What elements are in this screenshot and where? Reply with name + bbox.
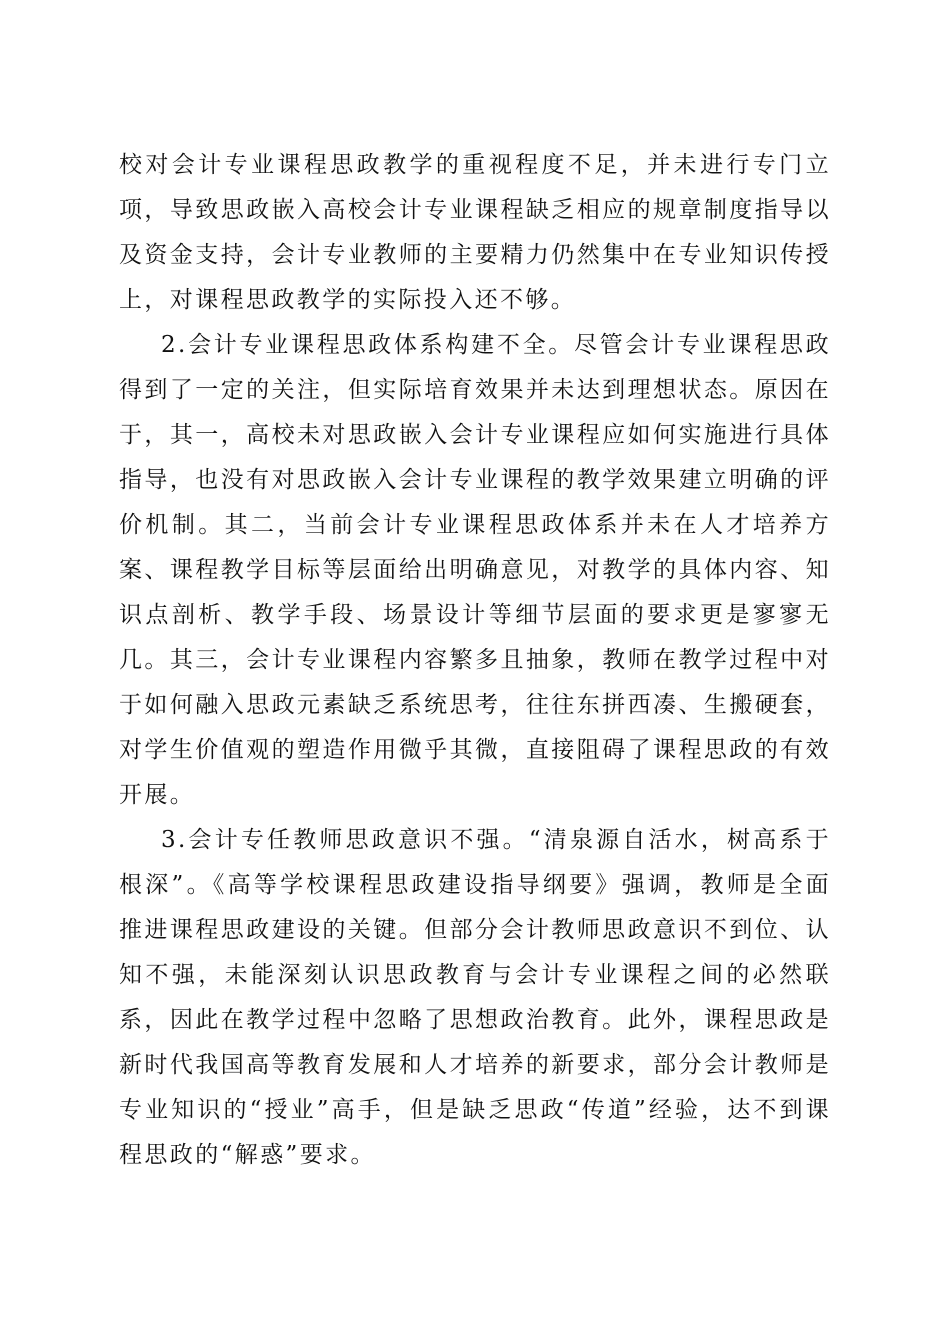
paragraph-intro-continuation: 校对会计专业课程思政教学的重视程度不足，并未进行专门立项，导致思政嵌入高校会计专业课程缺乏相应的规章制度指导以及资金支持，会计专业教师的主要精力仍然集中在专业知识传授上，对课程思政教学的实际投入还不够。 bbox=[119, 152, 831, 313]
document-body bbox=[119, 143, 831, 1178]
paragraph-point-3: 3.会计专任教师思政意识不强。“清泉源自活水，树高系于根深”。《高等学校课程思政建设指导纲要》强调，教师是全面推进课程思政建设的关键。但部分会计教师思政意识不到位、认知不强，未能深刻认识思政教育与会计专业课程之间的必然联系，因此在教学过程中忽略了思想政治教育。此外，课程思政是新时代我国高等教育发展和人才培养的新要求，部分会计教师是专业知识的“授业”高手，但是缺乏思政“传道”经验，达不到课程思政的“解惑”要求。 bbox=[119, 827, 831, 1168]
paragraph-point-2: 2.会计专业课程思政体系构建不全。尽管会计专业课程思政得到了一定的关注，但实际培育效果并未达到理想状态。原因在于，其一，高校未对思政嵌入会计专业课程应如何实施进行具体指导，也没有对思政嵌入会计专业课程的教学效果建立明确的评价机制。其二，当前会计专业课程思政体系并未在人才培养方案、课程教学目标等层面给出明确意见，对教学的具体内容、知识点剖析、教学手段、场景设计等细节层面的要求更是寥寥无几。其三，会计专业课程内容繁多且抽象，教师在教学过程中对于如何融入思政元素缺乏系统思考，往往东拼西凑、生搬硬套，对学生价值观的塑造作用微乎其微，直接阻碍了课程思政的有效开展。 bbox=[119, 332, 831, 808]
